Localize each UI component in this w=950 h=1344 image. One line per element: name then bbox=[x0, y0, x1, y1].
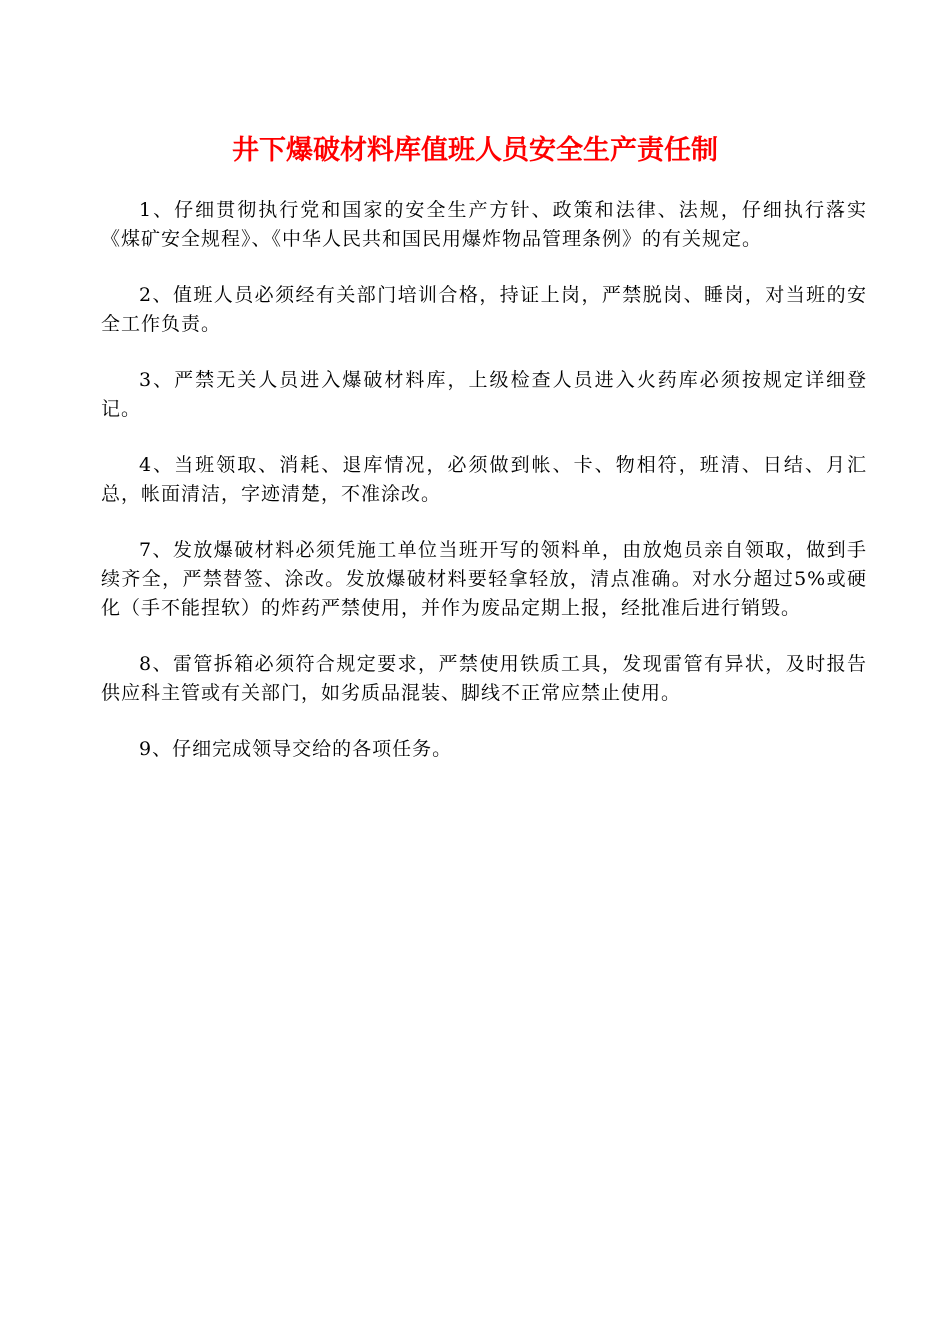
paragraph-4: 4、当班领取、消耗、退库情况，必须做到帐、卡、物相符，班清、日结、月汇总，帐面清洁，字迹清楚，不准涂改。 bbox=[101, 454, 867, 505]
paragraph-1: 1、仔细贯彻执行党和国家的安全生产方针、政策和法律、法规，仔细执行落实《煤矿安全规程》、《中华人民共和国民用爆炸物品管理条例》的有关规定。 bbox=[101, 199, 867, 250]
document-title: 井下爆破材料库值班人员安全生产责任制 bbox=[232, 135, 718, 166]
paragraph-2: 2、值班人员必须经有关部门培训合格，持证上岗，严禁脱岗、睡岗，对当班的安全工作负责。 bbox=[101, 284, 867, 335]
paragraph-7: 7、发放爆破材料必须凭施工单位当班开写的领料单，由放炮员亲自领取，做到手续齐全，严禁替签、涂改。发放爆破材料要轻拿轻放，清点准确。对水分超过5%或硬化（手不能捏软）的炸药严禁使用，并作为废品定期上报，经批准后进行销毁。 bbox=[101, 539, 867, 619]
document-body bbox=[101, 196, 867, 791]
paragraph-9: 9、仔细完成领导交给的各项任务。 bbox=[139, 738, 453, 760]
paragraph-8: 8、雷管拆箱必须符合规定要求，严禁使用铁质工具，发现雷管有异状，及时报告供应科主管或有关部门，如劣质品混装、脚线不正常应禁止使用。 bbox=[101, 653, 867, 704]
paragraph-3: 3、严禁无关人员进入爆破材料库，上级检查人员进入火药库必须按规定详细登记。 bbox=[101, 369, 867, 420]
